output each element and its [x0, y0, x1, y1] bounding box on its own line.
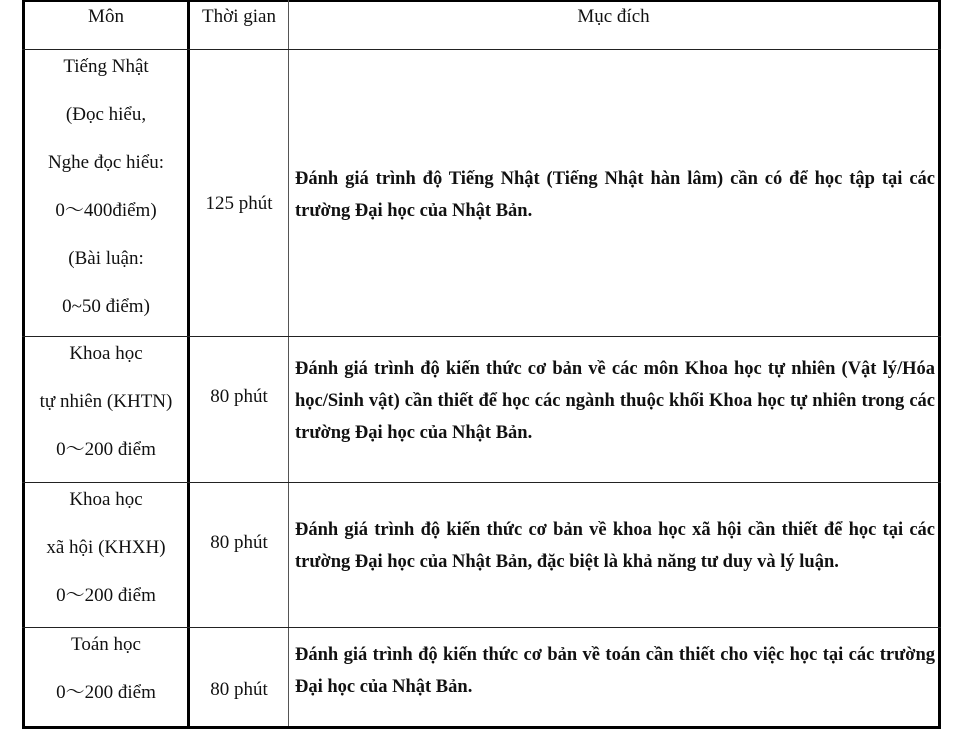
- subject-line: Khoa học: [69, 343, 143, 364]
- table-row-1-purpose: [289, 50, 938, 340]
- header-time: Thời gian: [202, 6, 276, 27]
- header-purpose: Mục đích: [577, 6, 650, 27]
- table-row-2-purpose: [289, 337, 938, 464]
- subject-line: tự nhiên (KHTN): [39, 391, 173, 412]
- table-row-2-subject: [25, 337, 187, 482]
- subject-line: 0～200 điểm: [56, 439, 156, 460]
- subject-line: (Đọc hiểu,: [65, 104, 147, 125]
- header-subject: Môn: [88, 6, 124, 27]
- subject-line: 0~50 điểm): [62, 296, 150, 317]
- purpose-text: Đánh giá trình độ kiến thức cơ bản về các môn Khoa học tự nhiên (Vật lý/Hóa học/Sinh vật) cần thiết để học các ngành thuộc khối Khoa học tự nhiên trong các trường Đại học của Nhật Bản.: [295, 358, 935, 443]
- table-row-1-subject: [25, 50, 187, 336]
- table-border-right: [938, 0, 941, 729]
- purpose-text: Đánh giá trình độ Tiếng Nhật (Tiếng Nhật hàn lâm) cần có để học tập tại các trường Đại học của Nhật Bản.: [295, 169, 935, 221]
- table-row-4-subject: [25, 628, 187, 726]
- subject-line: 0～200 điểm: [56, 585, 156, 606]
- subject-line: Nghe đọc hiểu:: [47, 152, 165, 173]
- subject-line: xã hội (KHXH): [46, 537, 166, 558]
- table-row-2-time: 80 phút: [210, 386, 268, 407]
- purpose-text: Đánh giá trình độ kiến thức cơ bản về toán cần thiết cho việc học tại các trường Đại học của Nhật Bản.: [295, 645, 935, 697]
- subject-line: Toán học: [71, 634, 141, 655]
- table-row-3-subject: [25, 483, 187, 627]
- table-row-3-purpose: [289, 483, 938, 609]
- table-row-4-purpose: [289, 628, 938, 714]
- subject-line: 0～200 điểm: [56, 682, 156, 703]
- subject-line: Tiếng Nhật: [63, 56, 149, 77]
- table-row-4-time: 80 phút: [210, 679, 268, 700]
- table-border-bottom: [22, 726, 941, 729]
- table-row-1-time: 125 phút: [205, 193, 273, 214]
- subject-line: (Bài luận:: [68, 248, 144, 269]
- subject-line: 0～400điểm): [55, 200, 157, 221]
- table-row-3-time: 80 phút: [210, 532, 268, 553]
- purpose-text: Đánh giá trình độ kiến thức cơ bản về khoa học xã hội cần thiết để học tại các trường Đại học của Nhật Bản, đặc biệt là khả năng tư duy và lý luận.: [295, 520, 935, 572]
- subject-line: Khoa học: [69, 489, 143, 510]
